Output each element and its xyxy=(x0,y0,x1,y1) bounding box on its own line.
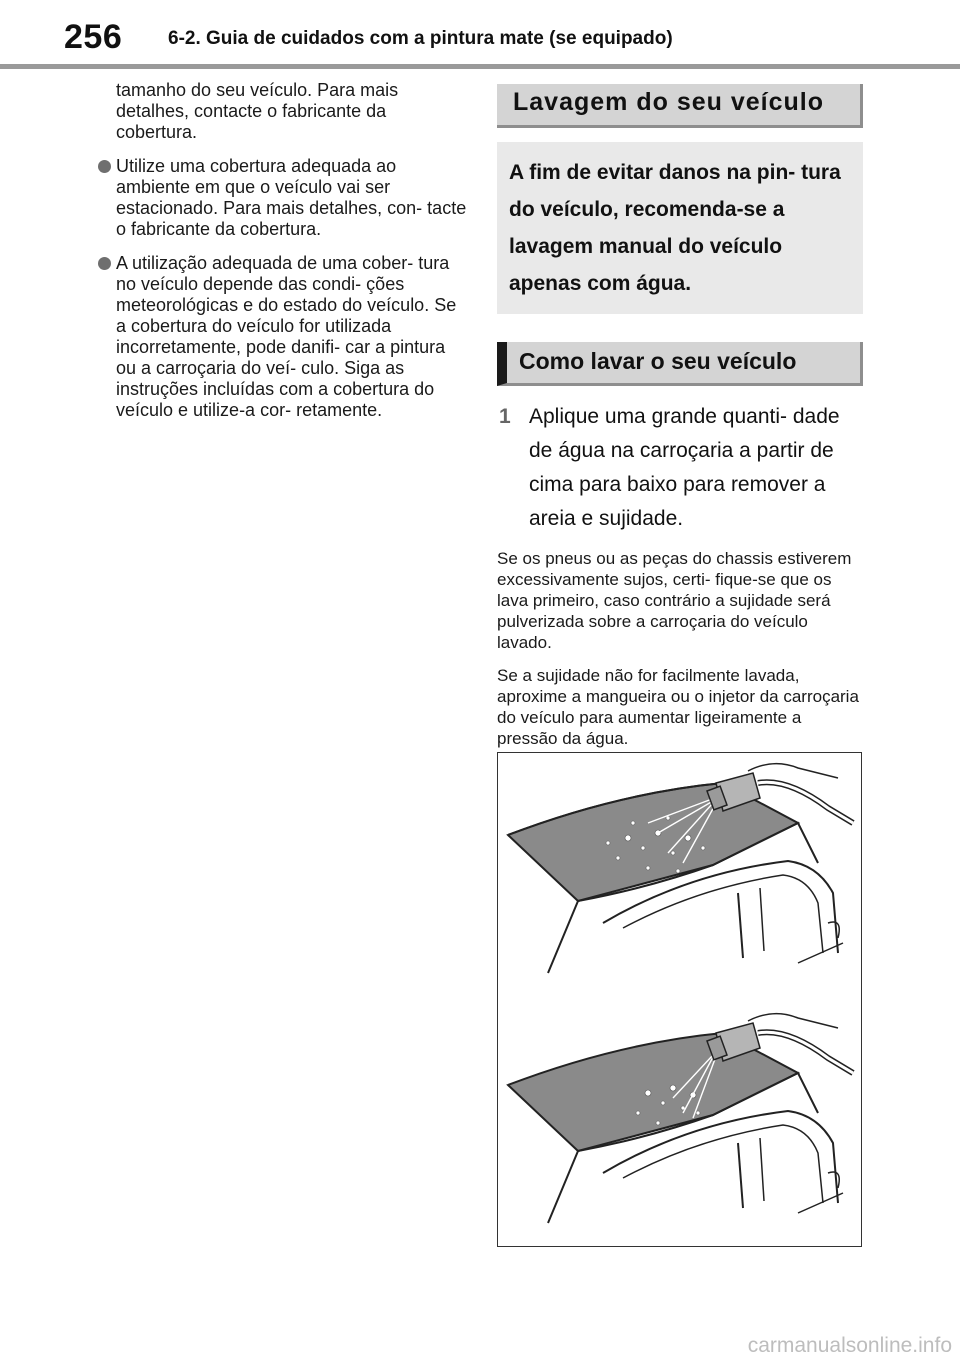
bullet-item xyxy=(98,156,470,240)
car-roof-wash-illustration xyxy=(498,753,861,1246)
section-heading-text: Lavagem do seu veículo xyxy=(513,88,824,116)
bullet-icon xyxy=(98,160,111,173)
car-roof-wash-illustration-top-icon xyxy=(508,764,853,973)
watermark: carmanualsonline.info xyxy=(747,1334,952,1357)
illustration-frame xyxy=(497,752,862,1247)
header-divider xyxy=(0,64,960,69)
page-number: 256 xyxy=(64,18,123,56)
continued-text: tamanho do seu veículo. Para mais detalhes, contacte o fabricante da cobertura. xyxy=(116,80,399,142)
car-roof-wash-illustration-bottom-icon xyxy=(508,1014,853,1223)
subsection-heading xyxy=(497,342,863,386)
bullet-text: Utilize uma cobertura adequada ao ambiente em que o veículo vai ser estacionado. Para mais detalhes, con- tacte o fabricante da cobertura. xyxy=(116,156,467,239)
section-title: 6-2. Guia de cuidados com a pintura mate (se equipado) xyxy=(168,28,673,49)
section-heading xyxy=(497,84,863,128)
paragraph: Se a sujidade não for facilmente lavada, aproxime a mangueira ou o injetor da carroçaria do veículo para aumentar ligeiramente a pressão da água. xyxy=(497,666,859,748)
page-header xyxy=(0,0,960,70)
paragraph: Se os pneus ou as peças do chassis estiverem excessivamente sujos, certi- fique-se que os lava primeiro, caso contrário a sujidade será pulverizada sobre a carroçaria do veículo lavado. xyxy=(497,549,852,652)
left-column xyxy=(98,80,470,434)
step-number: 1 xyxy=(499,405,511,428)
step-text: Aplique uma grande quanti- dade de água na carroçaria a partir de cima para baixo para remover a areia e sujidade. xyxy=(529,405,840,530)
intro-box: A fim de evitar danos na pin- tura do veículo, recomenda-se a lavagem manual do veículo apenas com água. xyxy=(497,142,863,314)
bullet-item xyxy=(98,253,470,421)
step-item xyxy=(497,400,863,536)
bullet-text: A utilização adequada de uma cober- tura no veículo depende das condi- ções meteorológicas e do estado do veículo. Se a cobertura do veículo for utilizada incorretamente, pode danifi- car a pintura ou a carroçaria do veí- culo. Siga as instruções incluídas com a cobertura do veículo e utilize-a cor- retamente. xyxy=(116,253,457,420)
subsection-heading-text: Como lavar o seu veículo xyxy=(519,348,797,374)
right-column xyxy=(497,84,863,749)
bullet-icon xyxy=(98,257,111,270)
